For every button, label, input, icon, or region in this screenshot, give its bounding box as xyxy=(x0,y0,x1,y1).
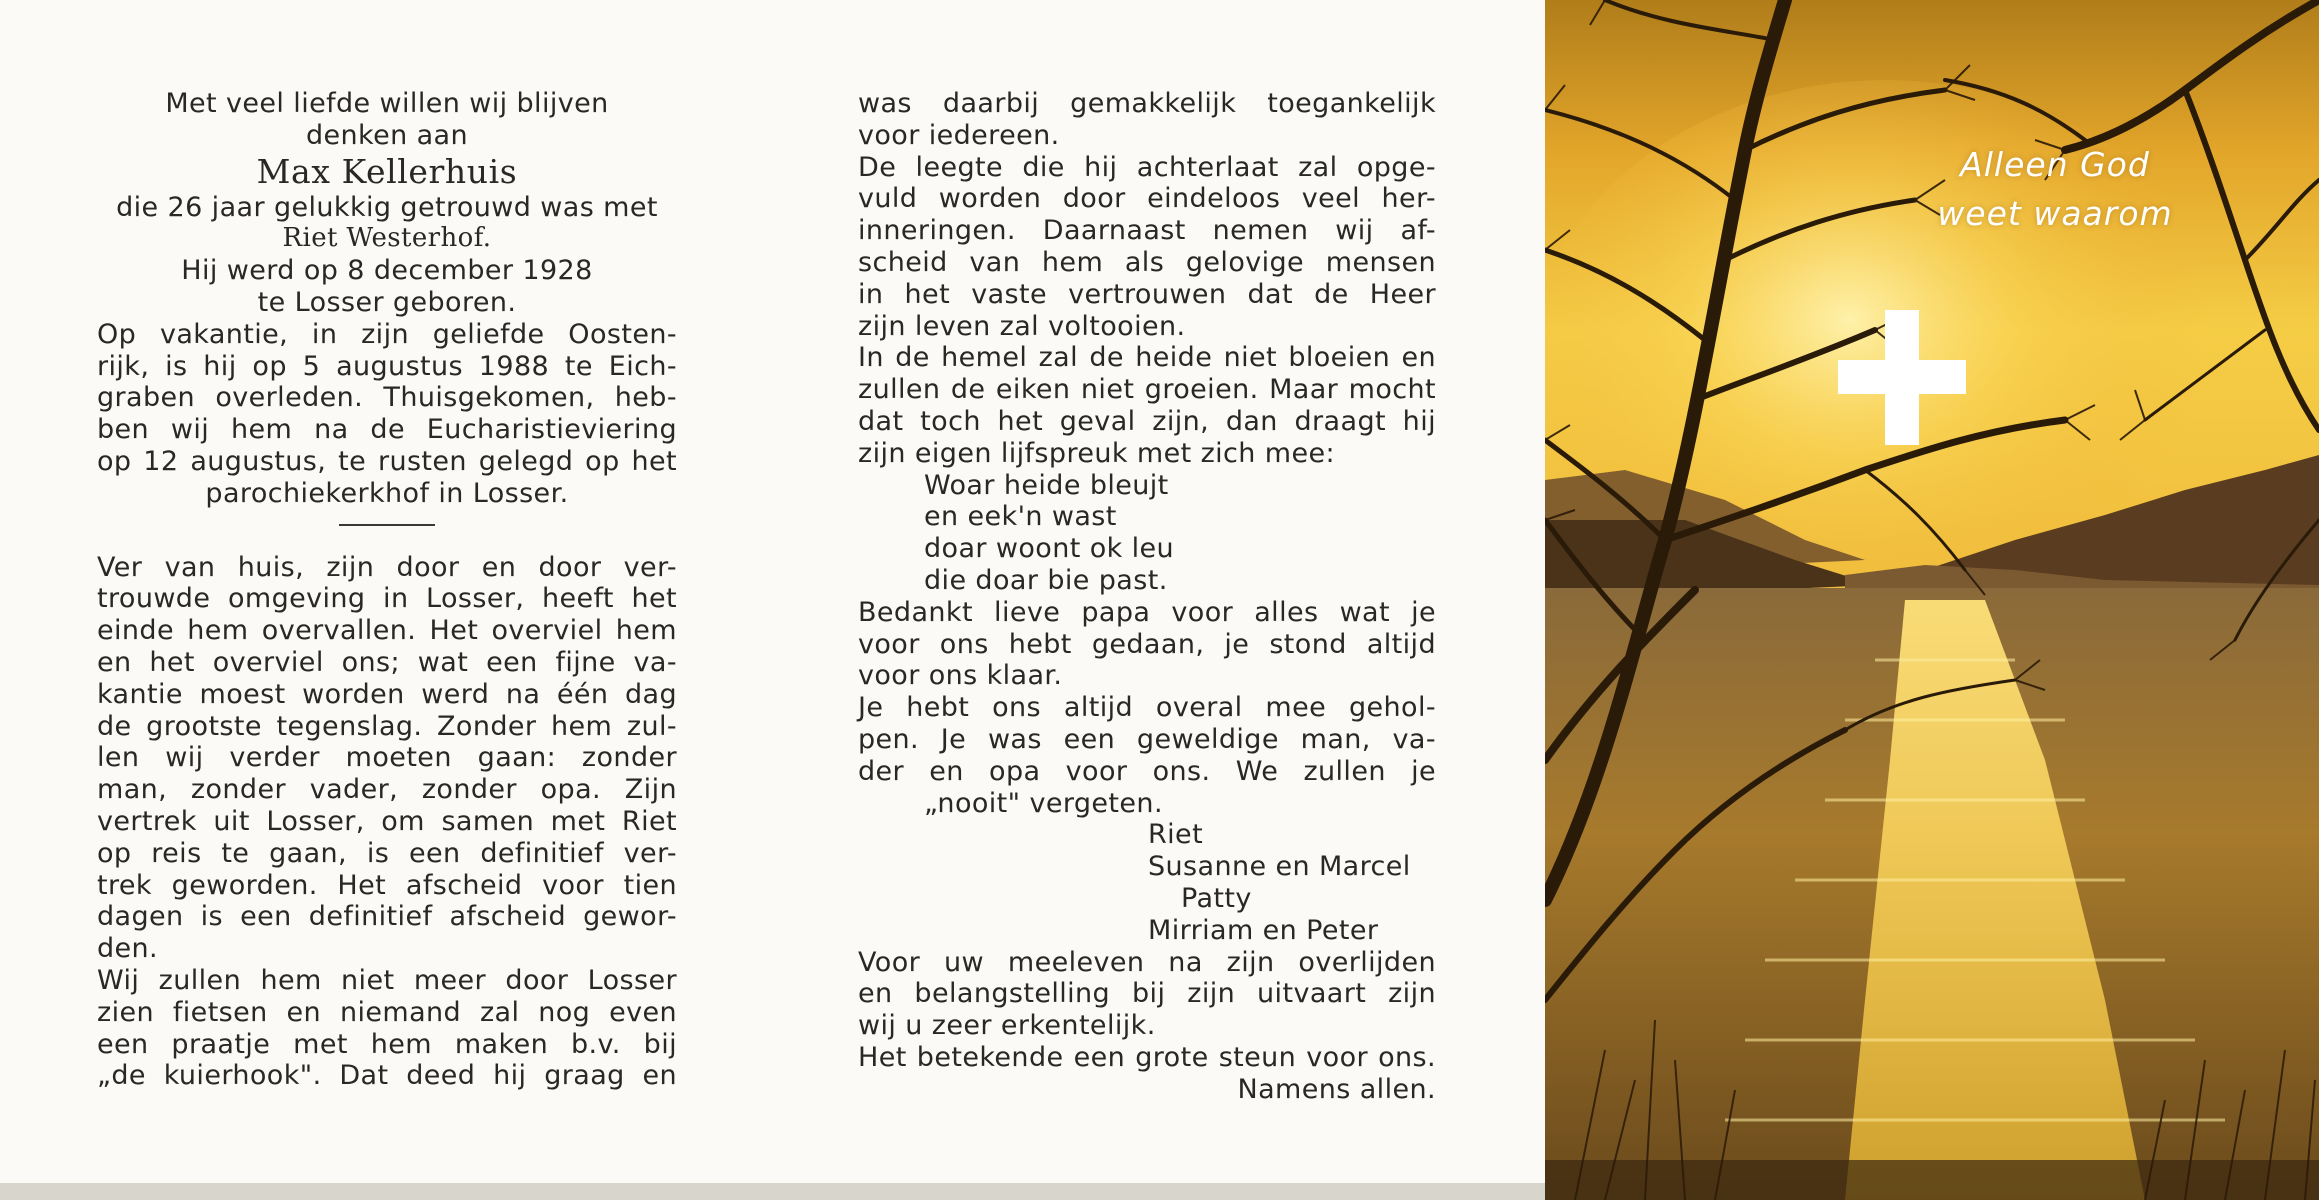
body-line: de grootste tegenslag. Zonder hem zul- xyxy=(97,710,677,742)
died-line-last: parochiekerkhof in Losser. xyxy=(205,477,569,509)
born-line-2: te Losser geboren. xyxy=(257,286,517,318)
died-line: op 12 augustus, te rusten gelegd op het xyxy=(97,445,677,477)
married-line-1: die 26 jaar gelukkig getrouwd was met xyxy=(116,191,658,223)
body-line: man, zonder vader, zonder opa. Zijn xyxy=(97,774,677,806)
motto xyxy=(1895,140,2215,238)
body-line: dagen is een definitief afscheid gewor- xyxy=(97,901,677,933)
body-line: trek geworden. Het afscheid voor tien xyxy=(97,869,677,901)
body-line: Het betekende een grote steun voor ons. xyxy=(858,1041,1436,1073)
body-line: zullen de eiken niet groeien. Maar mocht xyxy=(858,374,1436,406)
body-line: Bedankt lieve papa voor alles wat je xyxy=(858,596,1436,628)
born-line-1: Hij werd op 8 december 1928 xyxy=(181,255,593,287)
body-line-end: voor ons klaar. xyxy=(858,660,1063,692)
signature-susanne-marcel: Susanne en Marcel xyxy=(1148,851,1411,883)
motto-line-1: Alleen God xyxy=(1960,145,2150,184)
body-line: Wij zullen hem niet meer door Losser xyxy=(97,964,677,996)
spouse-name: Riet Westerhof. xyxy=(282,223,492,254)
signature-riet: Riet xyxy=(1148,819,1204,851)
intro-line-2: denken aan xyxy=(305,119,469,151)
body-line: vuld worden door eindeloos veel her- xyxy=(858,183,1436,215)
body-line-end: wij u zeer erkentelijk. xyxy=(858,1010,1156,1042)
body-line: voor ons hebt gedaan, je stond altijd xyxy=(858,628,1436,660)
body-line: der en opa voor ons. We zullen je xyxy=(858,755,1436,787)
body-line: scheid van hem als gelovige mensen xyxy=(858,246,1436,278)
body-line: inneringen. Daarnaast nemen wij af- xyxy=(858,215,1436,247)
body-line: In de hemel zal de heide niet bloeien en xyxy=(858,342,1436,374)
body-line-end: voor iedereen. xyxy=(858,119,1060,151)
body-line: in het vaste vertrouwen dat de Heer xyxy=(858,278,1436,310)
died-line: ben wij hem na de Eucharistieviering xyxy=(97,414,677,446)
signature-mirriam-peter: Mirriam en Peter xyxy=(1148,914,1379,946)
body-line-end: zijn leven zal voltooien. xyxy=(858,310,1186,342)
poem-line: doar woont ok leu xyxy=(924,533,1175,565)
body-line: was daarbij gemakkelijk toegankelijk xyxy=(858,88,1436,119)
body-line: Ver van huis, zijn door en door ver- xyxy=(97,551,677,583)
body-line-end: den. xyxy=(97,933,159,965)
body-line: kantie moest worden werd na één dag xyxy=(97,678,677,710)
body-line-end: zijn eigen lijfspreuk met zich mee: xyxy=(858,437,1336,469)
closing-line: Namens allen. xyxy=(1237,1073,1436,1105)
body-line: „de kuierhook". Dat deed hij graag en xyxy=(97,1060,677,1092)
body-line: op reis te gaan, is een definitief ver- xyxy=(97,837,677,869)
intro-line-1: Met veel liefde willen wij blijven xyxy=(165,88,609,119)
separator-rule xyxy=(339,524,435,526)
photo-panel xyxy=(1545,0,2319,1200)
died-line: rijk, is hij op 5 augustus 1988 te Eich- xyxy=(97,350,677,382)
body-line: De leegte die hij achterlaat zal opge- xyxy=(858,151,1436,183)
died-line: graben overleden. Thuisgekomen, heb- xyxy=(97,382,677,414)
right-text-column xyxy=(858,88,1436,1106)
deceased-name: Max Kellerhuis xyxy=(256,151,518,191)
died-line: Op vakantie, in zijn geliefde Oosten- xyxy=(97,318,677,350)
body-line: einde hem overvallen. Het overviel hem xyxy=(97,615,677,647)
body-line-end: „nooit" vergeten. xyxy=(924,787,1163,819)
body-line: len wij verder moeten gaan: zonder xyxy=(97,742,677,774)
signature-patty: Patty xyxy=(1181,882,1252,914)
poem-line: en eek'n wast xyxy=(924,501,1117,533)
poem-line: die doar bie past. xyxy=(924,564,1168,596)
body-line: dat toch het geval zijn, dan draagt hij xyxy=(858,405,1436,437)
motto-line-2: weet waarom xyxy=(1937,194,2173,233)
left-text-column xyxy=(97,88,677,1092)
body-line: vertrek uit Losser, om samen met Riet xyxy=(97,805,677,837)
body-line: Je hebt ons altijd overal mee gehol- xyxy=(858,692,1436,724)
body-line: en het overviel ons; wat een fijne va- xyxy=(97,646,677,678)
body-line: zien fietsen en niemand zal nog even xyxy=(97,996,677,1028)
card-bottom-edge xyxy=(0,1183,1545,1200)
body-line: trouwde omgeving in Losser, heeft het xyxy=(97,583,677,615)
poem-line: Woar heide bleujt xyxy=(924,469,1169,501)
body-line: een praatje met hem maken b.v. bij xyxy=(97,1028,677,1060)
body-line: Voor uw meeleven na zijn overlijden xyxy=(858,946,1436,978)
body-line: en belangstelling bij zijn uitvaart zijn xyxy=(858,978,1436,1010)
foreground-shore xyxy=(1545,1160,2319,1200)
body-line: pen. Je was een geweldige man, va- xyxy=(858,723,1436,755)
